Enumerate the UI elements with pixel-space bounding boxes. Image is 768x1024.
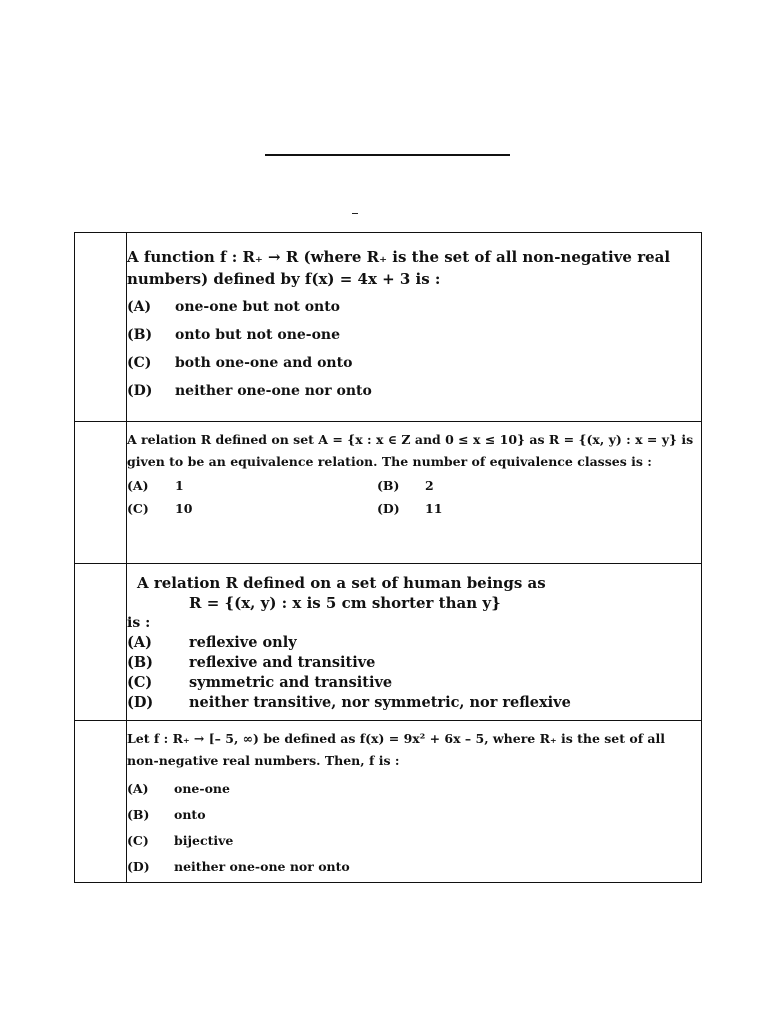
question-2-stem: A relation R defined on set A = {x : x ∈ Z and 0 ≤ x ≤ 10} as R = {(x, y) : x = y} is given to be an equivalence relation. The number of equivalence classes is : [127, 432, 694, 469]
question-1-option-d [127, 380, 701, 402]
option-label: (C) [127, 355, 152, 371]
option-text: both one-one and onto [175, 355, 353, 371]
question-cell-1 [127, 233, 702, 422]
option-text: one-one but not onto [175, 299, 341, 315]
option-label: (D) [127, 694, 154, 711]
question-table [74, 232, 702, 883]
option-label: (D) [377, 501, 400, 516]
question-2-option-a [127, 474, 377, 497]
option-text: neither one-one nor onto [175, 383, 372, 399]
option-label: (A) [127, 478, 149, 493]
option-label: (D) [127, 383, 153, 399]
option-text: neither transitive, nor symmetric, nor reflexive [189, 694, 571, 711]
question-4-option-b [127, 806, 701, 824]
option-label: (B) [127, 327, 153, 343]
question-row-2 [75, 422, 702, 564]
question-cell-3 [127, 564, 702, 721]
question-2-option-d [377, 497, 577, 520]
option-text: reflexive and transitive [189, 654, 376, 671]
question-3-option-d [127, 693, 701, 713]
question-number-cell-2 [75, 422, 127, 564]
question-cell-2 [127, 422, 702, 564]
title-underline [265, 154, 510, 156]
question-4-option-c [127, 832, 701, 850]
option-text: one-one [174, 781, 230, 796]
option-text: neither one-one nor onto [174, 859, 350, 874]
option-label: (C) [127, 501, 149, 516]
option-text: bijective [174, 833, 234, 848]
option-label: (B) [377, 478, 400, 493]
option-label: (B) [127, 654, 153, 671]
question-3-relation: R = {(x, y) : x is 5 cm shorter than y} [189, 594, 501, 612]
question-3-option-a [127, 633, 701, 653]
question-2-options [127, 474, 701, 520]
option-label: (C) [127, 674, 153, 691]
question-3-option-b [127, 653, 701, 673]
question-number-cell-1 [75, 233, 127, 422]
question-cell-4 [127, 721, 702, 883]
question-1-option-c [127, 352, 701, 374]
question-3-is: is : [127, 615, 151, 631]
option-label: (A) [127, 299, 152, 315]
option-text: 11 [425, 501, 443, 516]
question-1-option-b [127, 324, 701, 346]
question-4-option-d [127, 858, 701, 876]
question-4-stem: Let f : R₊ → [– 5, ∞) be defined as f(x) = 9x² + 6x – 5, where R₊ is the set of all non-negative real numbers. Then, f is : [127, 731, 666, 768]
question-row-4 [75, 721, 702, 883]
option-label: (D) [127, 859, 150, 874]
small-dash-mark [352, 213, 358, 214]
option-label: (B) [127, 807, 150, 822]
option-text: onto but not one-one [175, 327, 341, 343]
option-text: onto [174, 807, 206, 822]
option-text: symmetric and transitive [189, 674, 393, 691]
option-label: (A) [127, 781, 149, 796]
question-2-option-b [377, 474, 577, 497]
question-row-3 [75, 564, 702, 721]
option-text: 2 [425, 478, 434, 493]
question-2-option-c [127, 497, 377, 520]
question-number-cell-4 [75, 721, 127, 883]
option-label: (C) [127, 833, 149, 848]
option-text: reflexive only [189, 634, 297, 651]
question-3-option-c [127, 673, 701, 693]
option-text: 10 [175, 501, 193, 516]
question-row-1 [75, 233, 702, 422]
option-label: (A) [127, 634, 152, 651]
question-3-stem: A relation R defined on a set of human beings as [137, 574, 546, 592]
option-text: 1 [175, 478, 184, 493]
question-1-stem: A function f : R₊ → R (where R₊ is the set of all non-negative real numbers) defined by f(x) = 4x + 3 is : [127, 248, 671, 288]
question-4-option-a [127, 780, 701, 798]
question-number-cell-3 [75, 564, 127, 721]
question-1-option-a [127, 296, 701, 318]
